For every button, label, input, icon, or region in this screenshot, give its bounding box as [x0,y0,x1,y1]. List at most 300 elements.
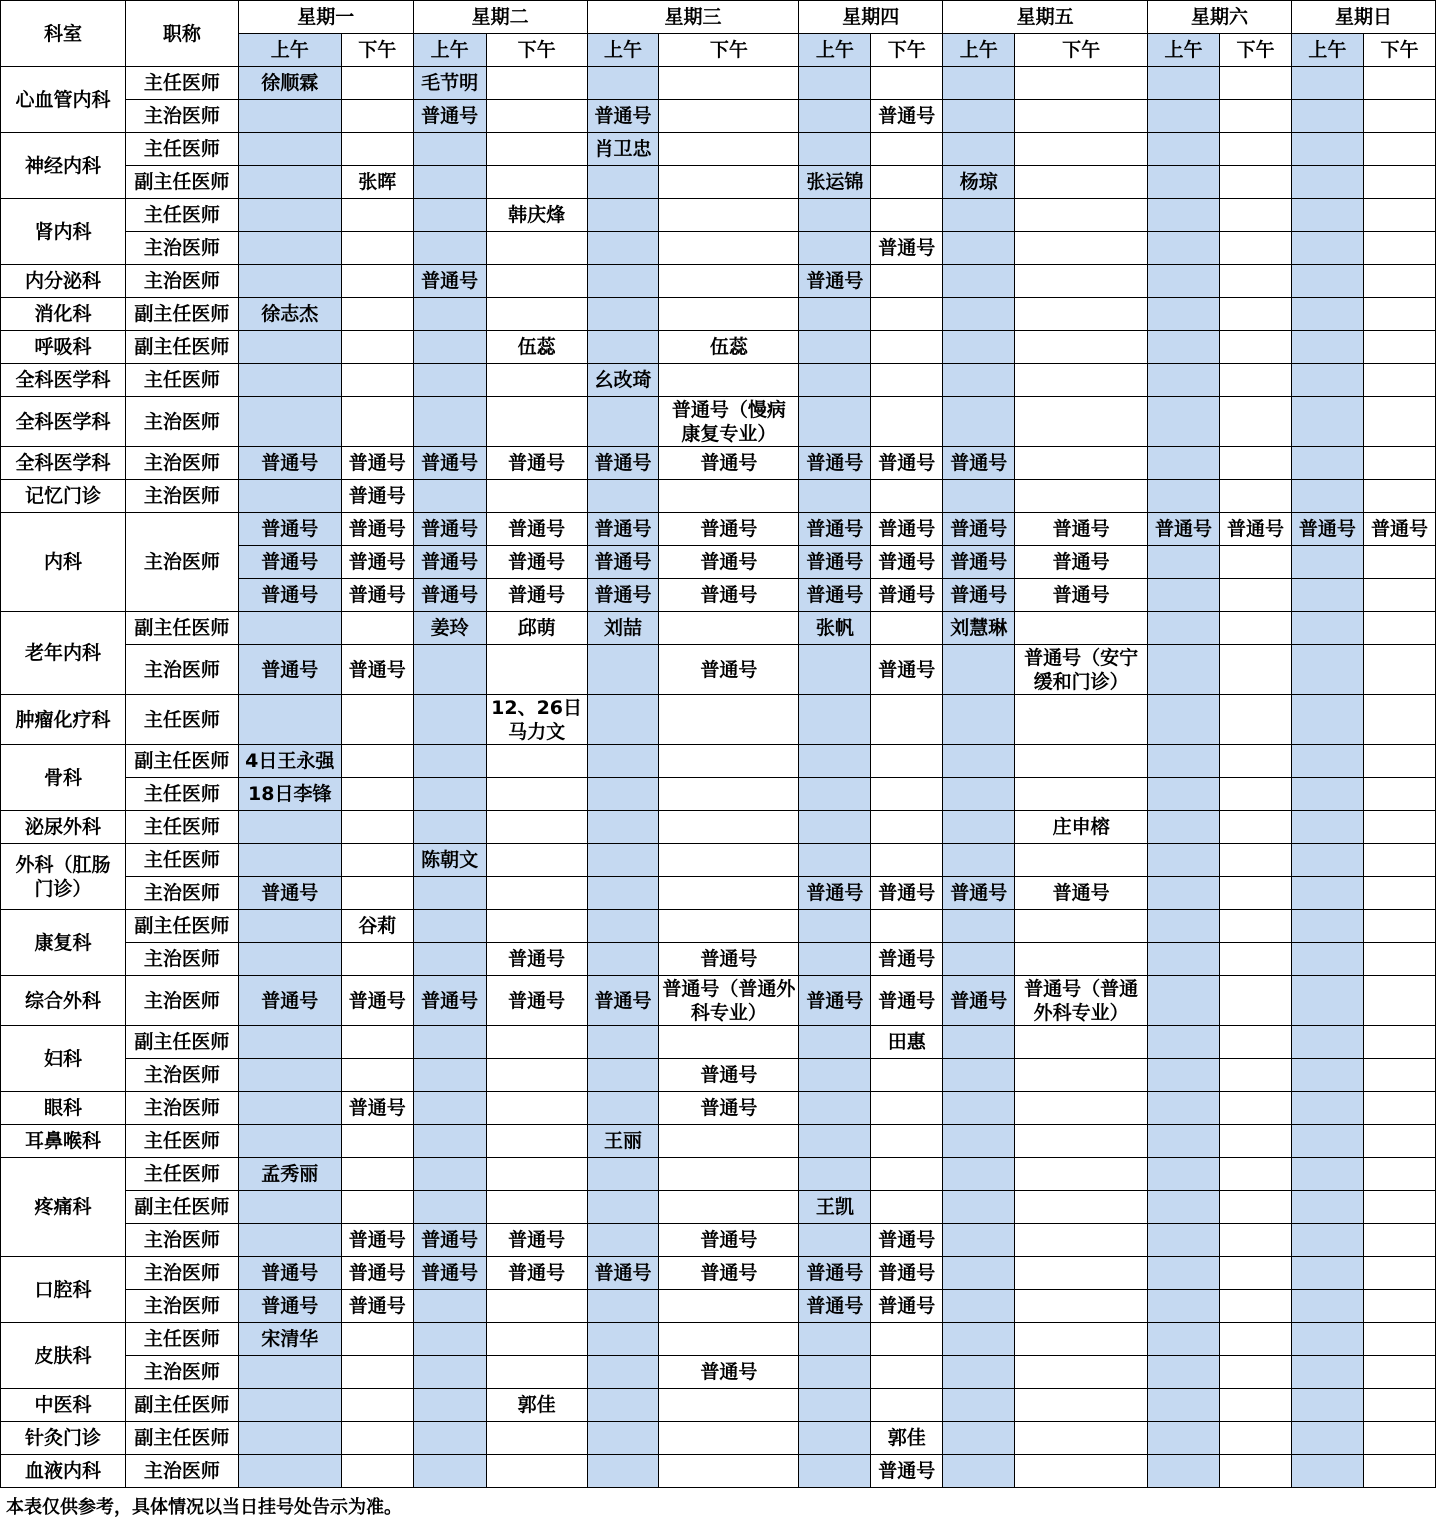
department-cell: 口腔科 [1,1257,126,1323]
pm-slot-cell [341,397,413,447]
am-slot-cell: 普通号 [238,877,341,910]
pm-slot-cell [341,1422,413,1455]
pm-slot-cell: 普通号 [341,480,413,513]
am-slot-cell [943,943,1015,976]
pm-slot-cell [659,199,799,232]
pm-slot-cell: 普通号 [871,232,943,265]
schedule-row [1,1290,1436,1323]
pm-slot-cell [1363,1257,1435,1290]
pm-slot-cell [1015,232,1148,265]
am-slot-cell [943,265,1015,298]
pm-slot-cell [486,1455,587,1488]
pm-slot-cell [1015,1356,1148,1389]
am-slot-cell [1148,1191,1220,1224]
am-slot-cell [587,199,659,232]
pm-slot-cell: 普通号 [871,1455,943,1488]
department-cell: 针灸门诊 [1,1422,126,1455]
pm-slot-cell [1015,844,1148,877]
am-slot-cell [587,1026,659,1059]
pm-slot-cell [1363,199,1435,232]
am-slot-cell [413,1191,486,1224]
pm-slot-cell [1015,1125,1148,1158]
pm-slot-cell [871,811,943,844]
am-slot-cell [1291,447,1363,480]
pm-slot-cell: 普通号 [1363,513,1435,546]
pm-slot-cell [341,1158,413,1191]
am-slot-cell [1291,1158,1363,1191]
pm-slot-cell: 普通号 [341,1290,413,1323]
header-row-days [1,1,1436,34]
department-cell: 老年内科 [1,612,126,695]
title-cell: 副主任医师 [125,745,238,778]
pm-slot-cell [486,1059,587,1092]
pm-slot-cell [871,1323,943,1356]
pm-slot-cell: 普通号 [1220,513,1292,546]
am-slot-cell [943,397,1015,447]
am-slot-cell [799,480,871,513]
am-slot-cell [1148,612,1220,645]
pm-slot-cell [1363,1356,1435,1389]
am-slot-cell: 姜玲 [413,612,486,645]
am-slot-cell [1291,1191,1363,1224]
am-slot-cell [238,480,341,513]
pm-slot-cell [1220,1389,1292,1422]
header-day: 星期日 [1291,1,1435,34]
pm-slot-cell [1015,1191,1148,1224]
title-cell: 主治医师 [125,1092,238,1125]
am-slot-cell [1148,1125,1220,1158]
schedule-row [1,612,1436,645]
pm-slot-cell [1015,199,1148,232]
am-slot-cell [1148,976,1220,1026]
pm-slot-cell [1015,612,1148,645]
pm-slot-cell [1363,1389,1435,1422]
title-cell: 主治医师 [125,1356,238,1389]
am-slot-cell [238,1422,341,1455]
am-slot-cell: 刘慧琳 [943,612,1015,645]
pm-slot-cell [486,1356,587,1389]
am-slot-cell [1148,447,1220,480]
title-cell: 主治医师 [125,1290,238,1323]
am-slot-cell: 普通号 [587,447,659,480]
am-slot-cell [413,1158,486,1191]
pm-slot-cell [871,1125,943,1158]
schedule-row [1,232,1436,265]
schedule-row [1,811,1436,844]
pm-slot-cell [486,778,587,811]
pm-slot-cell: 普通号 [1015,546,1148,579]
pm-slot-cell [1015,778,1148,811]
pm-slot-cell [486,910,587,943]
am-slot-cell: 毛节明 [413,67,486,100]
am-slot-cell: 杨琼 [943,166,1015,199]
am-slot-cell: 徐顺霖 [238,67,341,100]
am-slot-cell [1291,480,1363,513]
pm-slot-cell [1363,480,1435,513]
pm-slot-cell [871,844,943,877]
pm-slot-cell [1220,695,1292,745]
am-slot-cell [1148,298,1220,331]
am-slot-cell [1291,1224,1363,1257]
am-slot-cell [238,331,341,364]
pm-slot-cell [1363,265,1435,298]
am-slot-cell [1291,1290,1363,1323]
pm-slot-cell [1015,67,1148,100]
am-slot-cell: 普通号 [1148,513,1220,546]
am-slot-cell: 普通号 [587,976,659,1026]
am-slot-cell [587,1092,659,1125]
schedule-row [1,166,1436,199]
pm-slot-cell [871,199,943,232]
department-cell: 消化科 [1,298,126,331]
pm-slot-cell: 普通号 [871,579,943,612]
pm-slot-cell [659,811,799,844]
am-slot-cell [413,364,486,397]
am-slot-cell [943,100,1015,133]
am-slot-cell [587,1356,659,1389]
pm-slot-cell [871,67,943,100]
am-slot-cell [238,844,341,877]
am-slot-cell [1148,1257,1220,1290]
am-slot-cell [413,232,486,265]
am-slot-cell: 幺改琦 [587,364,659,397]
pm-slot-cell [1363,298,1435,331]
am-slot-cell [238,199,341,232]
am-slot-cell [1148,397,1220,447]
am-slot-cell [943,1191,1015,1224]
am-slot-cell [943,331,1015,364]
title-cell: 主任医师 [125,1158,238,1191]
pm-slot-cell [871,364,943,397]
pm-slot-cell: 普通号（安宁 缓和门诊） [1015,645,1148,695]
department-cell: 疼痛科 [1,1158,126,1257]
schedule-row [1,1092,1436,1125]
pm-slot-cell [341,1389,413,1422]
pm-slot-cell [659,1389,799,1422]
am-slot-cell: 普通号 [413,513,486,546]
pm-slot-cell [1015,265,1148,298]
pm-slot-cell: 普通号 [659,1224,799,1257]
pm-slot-cell [1220,364,1292,397]
pm-slot-cell [486,1191,587,1224]
am-slot-cell [799,1026,871,1059]
pm-slot-cell [341,778,413,811]
am-slot-cell [943,645,1015,695]
pm-slot-cell [1015,1257,1148,1290]
am-slot-cell [1148,1323,1220,1356]
am-slot-cell: 王凯 [799,1191,871,1224]
pm-slot-cell: 谷莉 [341,910,413,943]
am-slot-cell [413,1290,486,1323]
pm-slot-cell [486,811,587,844]
am-slot-cell [1148,1389,1220,1422]
am-slot-cell [1291,199,1363,232]
am-slot-cell [1148,199,1220,232]
am-slot-cell [413,133,486,166]
am-slot-cell [1148,1290,1220,1323]
header-day: 星期六 [1148,1,1292,34]
pm-slot-cell [1363,1422,1435,1455]
pm-slot-cell [341,1059,413,1092]
pm-slot-cell: 普通号 [341,1224,413,1257]
header-am: 上午 [943,34,1015,67]
am-slot-cell [799,199,871,232]
pm-slot-cell [1363,579,1435,612]
pm-slot-cell [1015,943,1148,976]
title-cell: 主治医师 [125,1257,238,1290]
am-slot-cell [238,166,341,199]
am-slot-cell [943,364,1015,397]
am-slot-cell: 普通号 [943,579,1015,612]
pm-slot-cell: 普通号 [486,513,587,546]
am-slot-cell [1291,695,1363,745]
header-day: 星期五 [943,1,1148,34]
schedule-row [1,1224,1436,1257]
pm-slot-cell [1220,232,1292,265]
pm-slot-cell [871,1191,943,1224]
schedule-row [1,513,1436,546]
am-slot-cell [238,1455,341,1488]
pm-slot-cell [659,695,799,745]
pm-slot-cell [486,265,587,298]
schedule-row [1,1125,1436,1158]
am-slot-cell: 普通号 [413,447,486,480]
am-slot-cell: 普通号 [943,546,1015,579]
am-slot-cell [238,364,341,397]
am-slot-cell: 4日王永强 [238,745,341,778]
am-slot-cell [799,1158,871,1191]
schedule-row [1,265,1436,298]
am-slot-cell [587,844,659,877]
pm-slot-cell [1363,1323,1435,1356]
am-slot-cell [799,298,871,331]
pm-slot-cell: 普通号（慢病 康复专业） [659,397,799,447]
am-slot-cell: 王丽 [587,1125,659,1158]
pm-slot-cell: 普通号 [871,645,943,695]
am-slot-cell [413,910,486,943]
am-slot-cell [1291,910,1363,943]
department-cell: 神经内科 [1,133,126,199]
pm-slot-cell: 普通号 [659,1059,799,1092]
title-cell: 副主任医师 [125,612,238,645]
pm-slot-cell [486,1092,587,1125]
department-cell: 肾内科 [1,199,126,265]
pm-slot-cell [1363,100,1435,133]
pm-slot-cell: 普通号 [871,1224,943,1257]
pm-slot-cell [1015,331,1148,364]
title-cell: 主治医师 [125,100,238,133]
pm-slot-cell: 普通号 [341,513,413,546]
pm-slot-cell [1363,745,1435,778]
title-cell: 主治医师 [125,447,238,480]
am-slot-cell [943,480,1015,513]
am-slot-cell [943,745,1015,778]
am-slot-cell [943,1125,1015,1158]
am-slot-cell [1291,1092,1363,1125]
am-slot-cell: 普通号 [238,579,341,612]
title-cell: 主治医师 [125,1059,238,1092]
pm-slot-cell [871,1389,943,1422]
pm-slot-cell [659,298,799,331]
schedule-row [1,331,1436,364]
pm-slot-cell [1015,298,1148,331]
schedule-row [1,447,1436,480]
pm-slot-cell [1015,1224,1148,1257]
pm-slot-cell: 普通号 [871,1290,943,1323]
am-slot-cell [943,1422,1015,1455]
schedule-row [1,1422,1436,1455]
am-slot-cell [1148,579,1220,612]
title-cell: 主任医师 [125,778,238,811]
pm-slot-cell: 郭佳 [871,1422,943,1455]
am-slot-cell [238,943,341,976]
pm-slot-cell: 伍蕊 [486,331,587,364]
pm-slot-cell [659,910,799,943]
am-slot-cell [413,1092,486,1125]
am-slot-cell: 普通号 [238,447,341,480]
pm-slot-cell [1363,1059,1435,1092]
schedule-row [1,397,1436,447]
am-slot-cell [587,331,659,364]
pm-slot-cell [1363,1290,1435,1323]
am-slot-cell [1148,778,1220,811]
schedule-row [1,844,1436,877]
am-slot-cell [238,1191,341,1224]
am-slot-cell [587,778,659,811]
pm-slot-cell [1220,133,1292,166]
title-cell: 副主任医师 [125,1191,238,1224]
am-slot-cell: 刘喆 [587,612,659,645]
title-cell: 主任医师 [125,199,238,232]
am-slot-cell [587,1224,659,1257]
pm-slot-cell [659,166,799,199]
am-slot-cell [1148,943,1220,976]
am-slot-cell: 普通号 [238,645,341,695]
pm-slot-cell: 普通号 [871,513,943,546]
pm-slot-cell: 邱萌 [486,612,587,645]
pm-slot-cell [486,1125,587,1158]
am-slot-cell [1291,612,1363,645]
pm-slot-cell [1015,397,1148,447]
am-slot-cell [1148,480,1220,513]
am-slot-cell [943,1290,1015,1323]
title-cell: 主治医师 [125,943,238,976]
am-slot-cell [799,100,871,133]
am-slot-cell [943,844,1015,877]
department-cell: 记忆门诊 [1,480,126,513]
am-slot-cell [943,778,1015,811]
pm-slot-cell [486,1158,587,1191]
pm-slot-cell [341,844,413,877]
pm-slot-cell [1220,397,1292,447]
title-cell: 副主任医师 [125,298,238,331]
pm-slot-cell [1015,133,1148,166]
am-slot-cell: 普通号 [238,976,341,1026]
pm-slot-cell [486,844,587,877]
am-slot-cell [943,1389,1015,1422]
pm-slot-cell [1363,695,1435,745]
schedule-row [1,364,1436,397]
department-cell: 耳鼻喉科 [1,1125,126,1158]
header-am: 上午 [413,34,486,67]
am-slot-cell [1148,910,1220,943]
title-cell: 主治医师 [125,513,238,612]
pm-slot-cell: 12、26日 马力文 [486,695,587,745]
pm-slot-cell [486,1422,587,1455]
header-pm: 下午 [1220,34,1292,67]
title-cell: 主治医师 [125,232,238,265]
schedule-row [1,480,1436,513]
pm-slot-cell [871,695,943,745]
am-slot-cell: 普通号 [799,546,871,579]
am-slot-cell [799,232,871,265]
am-slot-cell [587,1422,659,1455]
am-slot-cell [238,397,341,447]
title-cell: 主治医师 [125,1224,238,1257]
department-cell: 肿瘤化疗科 [1,695,126,745]
pm-slot-cell [486,1290,587,1323]
pm-slot-cell: 普通号 [341,447,413,480]
pm-slot-cell [1363,778,1435,811]
pm-slot-cell [659,1323,799,1356]
am-slot-cell [238,811,341,844]
am-slot-cell [1291,331,1363,364]
pm-slot-cell [1363,1026,1435,1059]
header-department: 科室 [1,1,126,67]
am-slot-cell [1291,811,1363,844]
pm-slot-cell: 普通号 [871,447,943,480]
title-cell: 主治医师 [125,480,238,513]
department-cell: 全科医学科 [1,364,126,397]
am-slot-cell [413,943,486,976]
pm-slot-cell [659,67,799,100]
schedule-row [1,67,1436,100]
am-slot-cell: 普通号 [587,546,659,579]
pm-slot-cell [1363,943,1435,976]
am-slot-cell [587,480,659,513]
pm-slot-cell [871,166,943,199]
pm-slot-cell: 普通号 [659,645,799,695]
pm-slot-cell: 普通号 [659,546,799,579]
am-slot-cell [799,397,871,447]
schedule-row [1,1059,1436,1092]
pm-slot-cell [1015,1026,1148,1059]
am-slot-cell [1291,397,1363,447]
pm-slot-cell [1220,100,1292,133]
pm-slot-cell [341,265,413,298]
pm-slot-cell [486,298,587,331]
am-slot-cell [1291,1389,1363,1422]
am-slot-cell: 肖卫忠 [587,133,659,166]
am-slot-cell [238,1125,341,1158]
title-cell: 副主任医师 [125,1389,238,1422]
pm-slot-cell [871,397,943,447]
schedule-row [1,976,1436,1026]
am-slot-cell: 普通号 [413,976,486,1026]
pm-slot-cell [1220,778,1292,811]
pm-slot-cell: 伍蕊 [659,331,799,364]
am-slot-cell [1148,364,1220,397]
am-slot-cell [238,1059,341,1092]
schedule-row [1,877,1436,910]
pm-slot-cell [1363,166,1435,199]
department-cell: 综合外科 [1,976,126,1026]
am-slot-cell [587,1323,659,1356]
am-slot-cell [1291,265,1363,298]
am-slot-cell [587,811,659,844]
am-slot-cell [587,1290,659,1323]
am-slot-cell [413,1026,486,1059]
